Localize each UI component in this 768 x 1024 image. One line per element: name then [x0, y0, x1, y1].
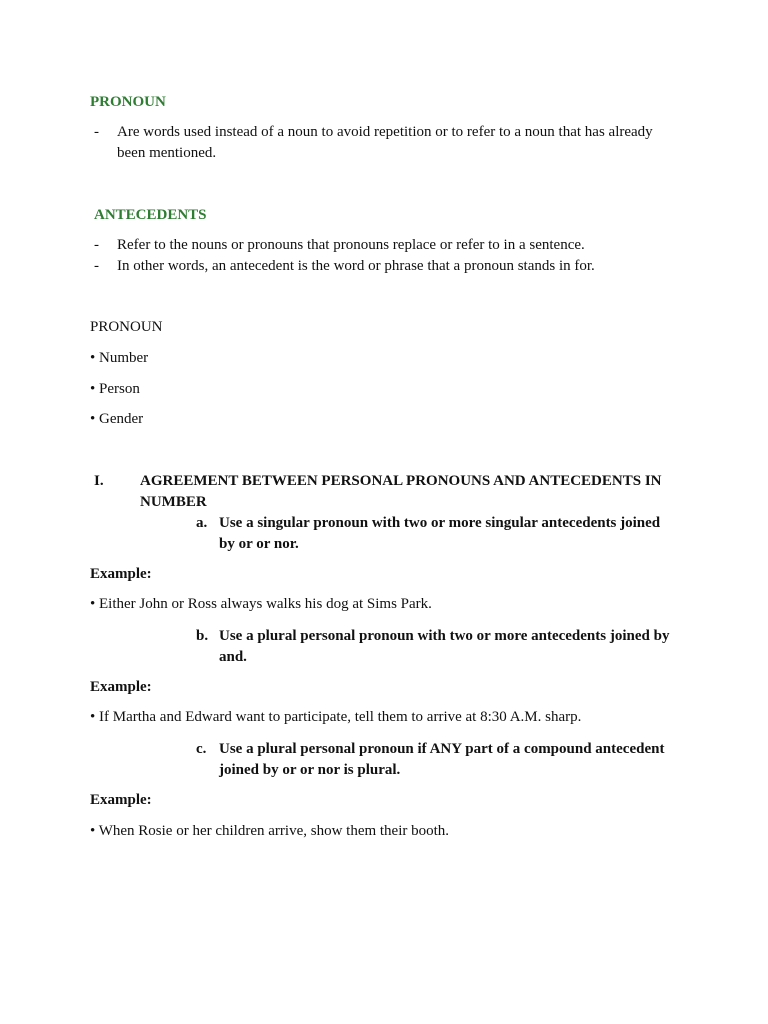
antecedents-item-2-text: In other words, an antecedent is the word or phrase that a pronoun stands in for.	[117, 258, 595, 274]
antecedents-heading: ANTECEDENTS	[94, 207, 207, 223]
dash-marker: -	[94, 258, 99, 274]
rule-b-text: Use a plural personal pronoun with two or more antecedents joined by and.	[219, 628, 670, 665]
rule-c	[196, 739, 676, 781]
example-b-text: • If Martha and Edward want to participate, tell them to arrive at 8:30 A.M. sharp.	[90, 709, 582, 725]
rule-c-label: c.	[196, 741, 207, 757]
agreement-section-title	[94, 471, 674, 513]
rule-a	[196, 513, 676, 555]
dash-marker: -	[94, 237, 99, 253]
example-a-label: Example:	[90, 566, 152, 582]
example-c-text: • When Rosie or her children arrive, show them their booth.	[90, 823, 450, 839]
antecedents-item-1	[94, 235, 674, 256]
agreement-title-text: AGREEMENT BETWEEN PERSONAL PRONOUNS AND ANTECEDENTS IN NUMBER	[140, 473, 662, 510]
pronoun-heading: PRONOUN	[90, 94, 166, 110]
rule-b-label: b.	[196, 628, 209, 644]
rule-a-label: a.	[196, 515, 208, 531]
feature-person: • Person	[90, 381, 140, 397]
example-c-label: Example:	[90, 792, 152, 808]
rule-c-text: Use a plural personal pronoun if ANY part of a compound antecedent joined by or or nor is plural.	[219, 741, 665, 778]
pronoun-definition-text: Are words used instead of a noun to avoid repetition or to refer to a noun that has already been mentioned.	[117, 124, 653, 161]
rule-a-text: Use a singular pronoun with two or more singular antecedents joined by or or nor.	[219, 515, 661, 552]
rule-b	[196, 626, 676, 668]
example-a-text: • Either John or Ross always walks his dog at Sims Park.	[90, 596, 432, 612]
feature-gender: • Gender	[90, 411, 144, 427]
dash-marker: -	[94, 124, 99, 140]
antecedents-item-1-text: Refer to the nouns or pronouns that pronouns replace or refer to in a sentence.	[117, 237, 585, 253]
roman-numeral: I.	[94, 473, 104, 489]
pronoun-features-heading: PRONOUN	[90, 319, 163, 335]
feature-number: • Number	[90, 350, 149, 366]
example-b-label: Example:	[90, 679, 152, 695]
pronoun-definition-item	[94, 122, 674, 164]
antecedents-item-2	[94, 256, 674, 277]
